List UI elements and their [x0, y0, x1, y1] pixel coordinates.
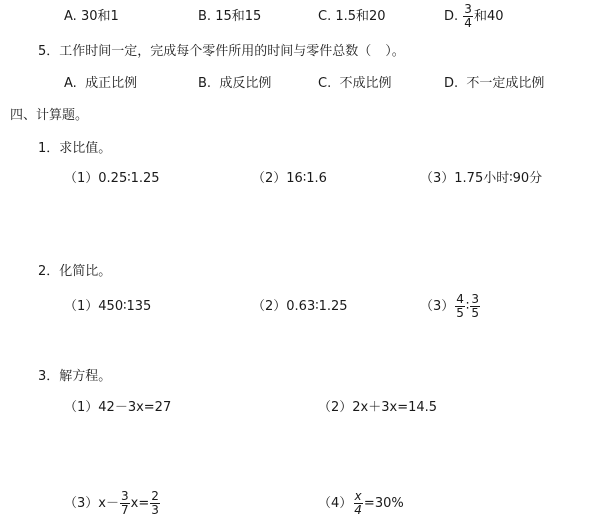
q4-option-b [198, 9, 261, 25]
problem-3-2: （2）2x＋3x=14.5 [318, 400, 438, 415]
problem-3-4: （4） $\frac{x}{4}$ =30% [318, 489, 404, 517]
option-text: 和40 [473, 9, 504, 24]
fraction: $\frac{2}{3}$ [151, 489, 159, 517]
problem-1-1: （1）0.25∶1.25 [64, 171, 160, 186]
option-letter: C. [318, 9, 332, 24]
problem-1-3: （3）1.75小时∶90分 [420, 171, 543, 186]
option-text: 成反比例 [219, 76, 272, 91]
problem-1-2: （2）16∶1.6 [252, 171, 327, 186]
problem-2-3: （3） $\frac{4}{5}$ ∶ $\frac{3}{5}$ [420, 292, 479, 320]
option-text: 15和15 [215, 9, 262, 24]
part-3-title: 3．解方程。 [38, 369, 112, 384]
problem-3-3: （3）x－ $\frac{3}{7}$ x= $\frac{2}{3}$ [64, 489, 159, 517]
q4-option-c [318, 9, 386, 25]
option-text: 30和1 [80, 9, 119, 24]
option-text: 成正比例 [85, 76, 138, 91]
answer-blank [371, 44, 385, 59]
option-letter: B. [198, 76, 212, 91]
fraction: $\frac{4}{5}$ [456, 292, 464, 320]
q5-stem: 5．工作时间一定，完成每个零件所用的时间与零件总数（ ）。 [38, 44, 405, 59]
part-2-title: 2．化简比。 [38, 264, 112, 279]
option-text: 不一定成比例 [466, 76, 545, 91]
fraction: $\frac{3}{4}$ [464, 2, 472, 30]
fraction: $\frac{3}{7}$ [120, 489, 129, 517]
fraction: $\frac{3}{5}$ [471, 292, 479, 320]
option-letter: D. [444, 76, 459, 91]
q5-option-a [64, 76, 137, 92]
q5-option-b [198, 76, 271, 92]
option-letter: B. [198, 9, 212, 24]
part-1-title: 1．求比值。 [38, 141, 112, 156]
option-letter: D. [444, 9, 459, 24]
q4-option-a [64, 9, 119, 25]
option-text: 不成比例 [339, 76, 392, 91]
q5-option-d [444, 76, 544, 92]
option-letter: A. [64, 9, 77, 24]
problem-2-2: （2）0.63∶1.25 [252, 299, 348, 314]
section-title: 四、计算题。 [10, 108, 89, 123]
problem-3-1: （1）42－3x=27 [64, 400, 172, 415]
problem-2-1: （1）450∶135 [64, 299, 152, 314]
option-letter: A. [64, 76, 77, 91]
fraction: $\frac{x}{4}$ [354, 489, 362, 517]
q5-option-c [318, 76, 392, 92]
option-text: 1.5和20 [335, 9, 386, 24]
q4-option-d [444, 3, 503, 31]
option-letter: C. [318, 76, 332, 91]
